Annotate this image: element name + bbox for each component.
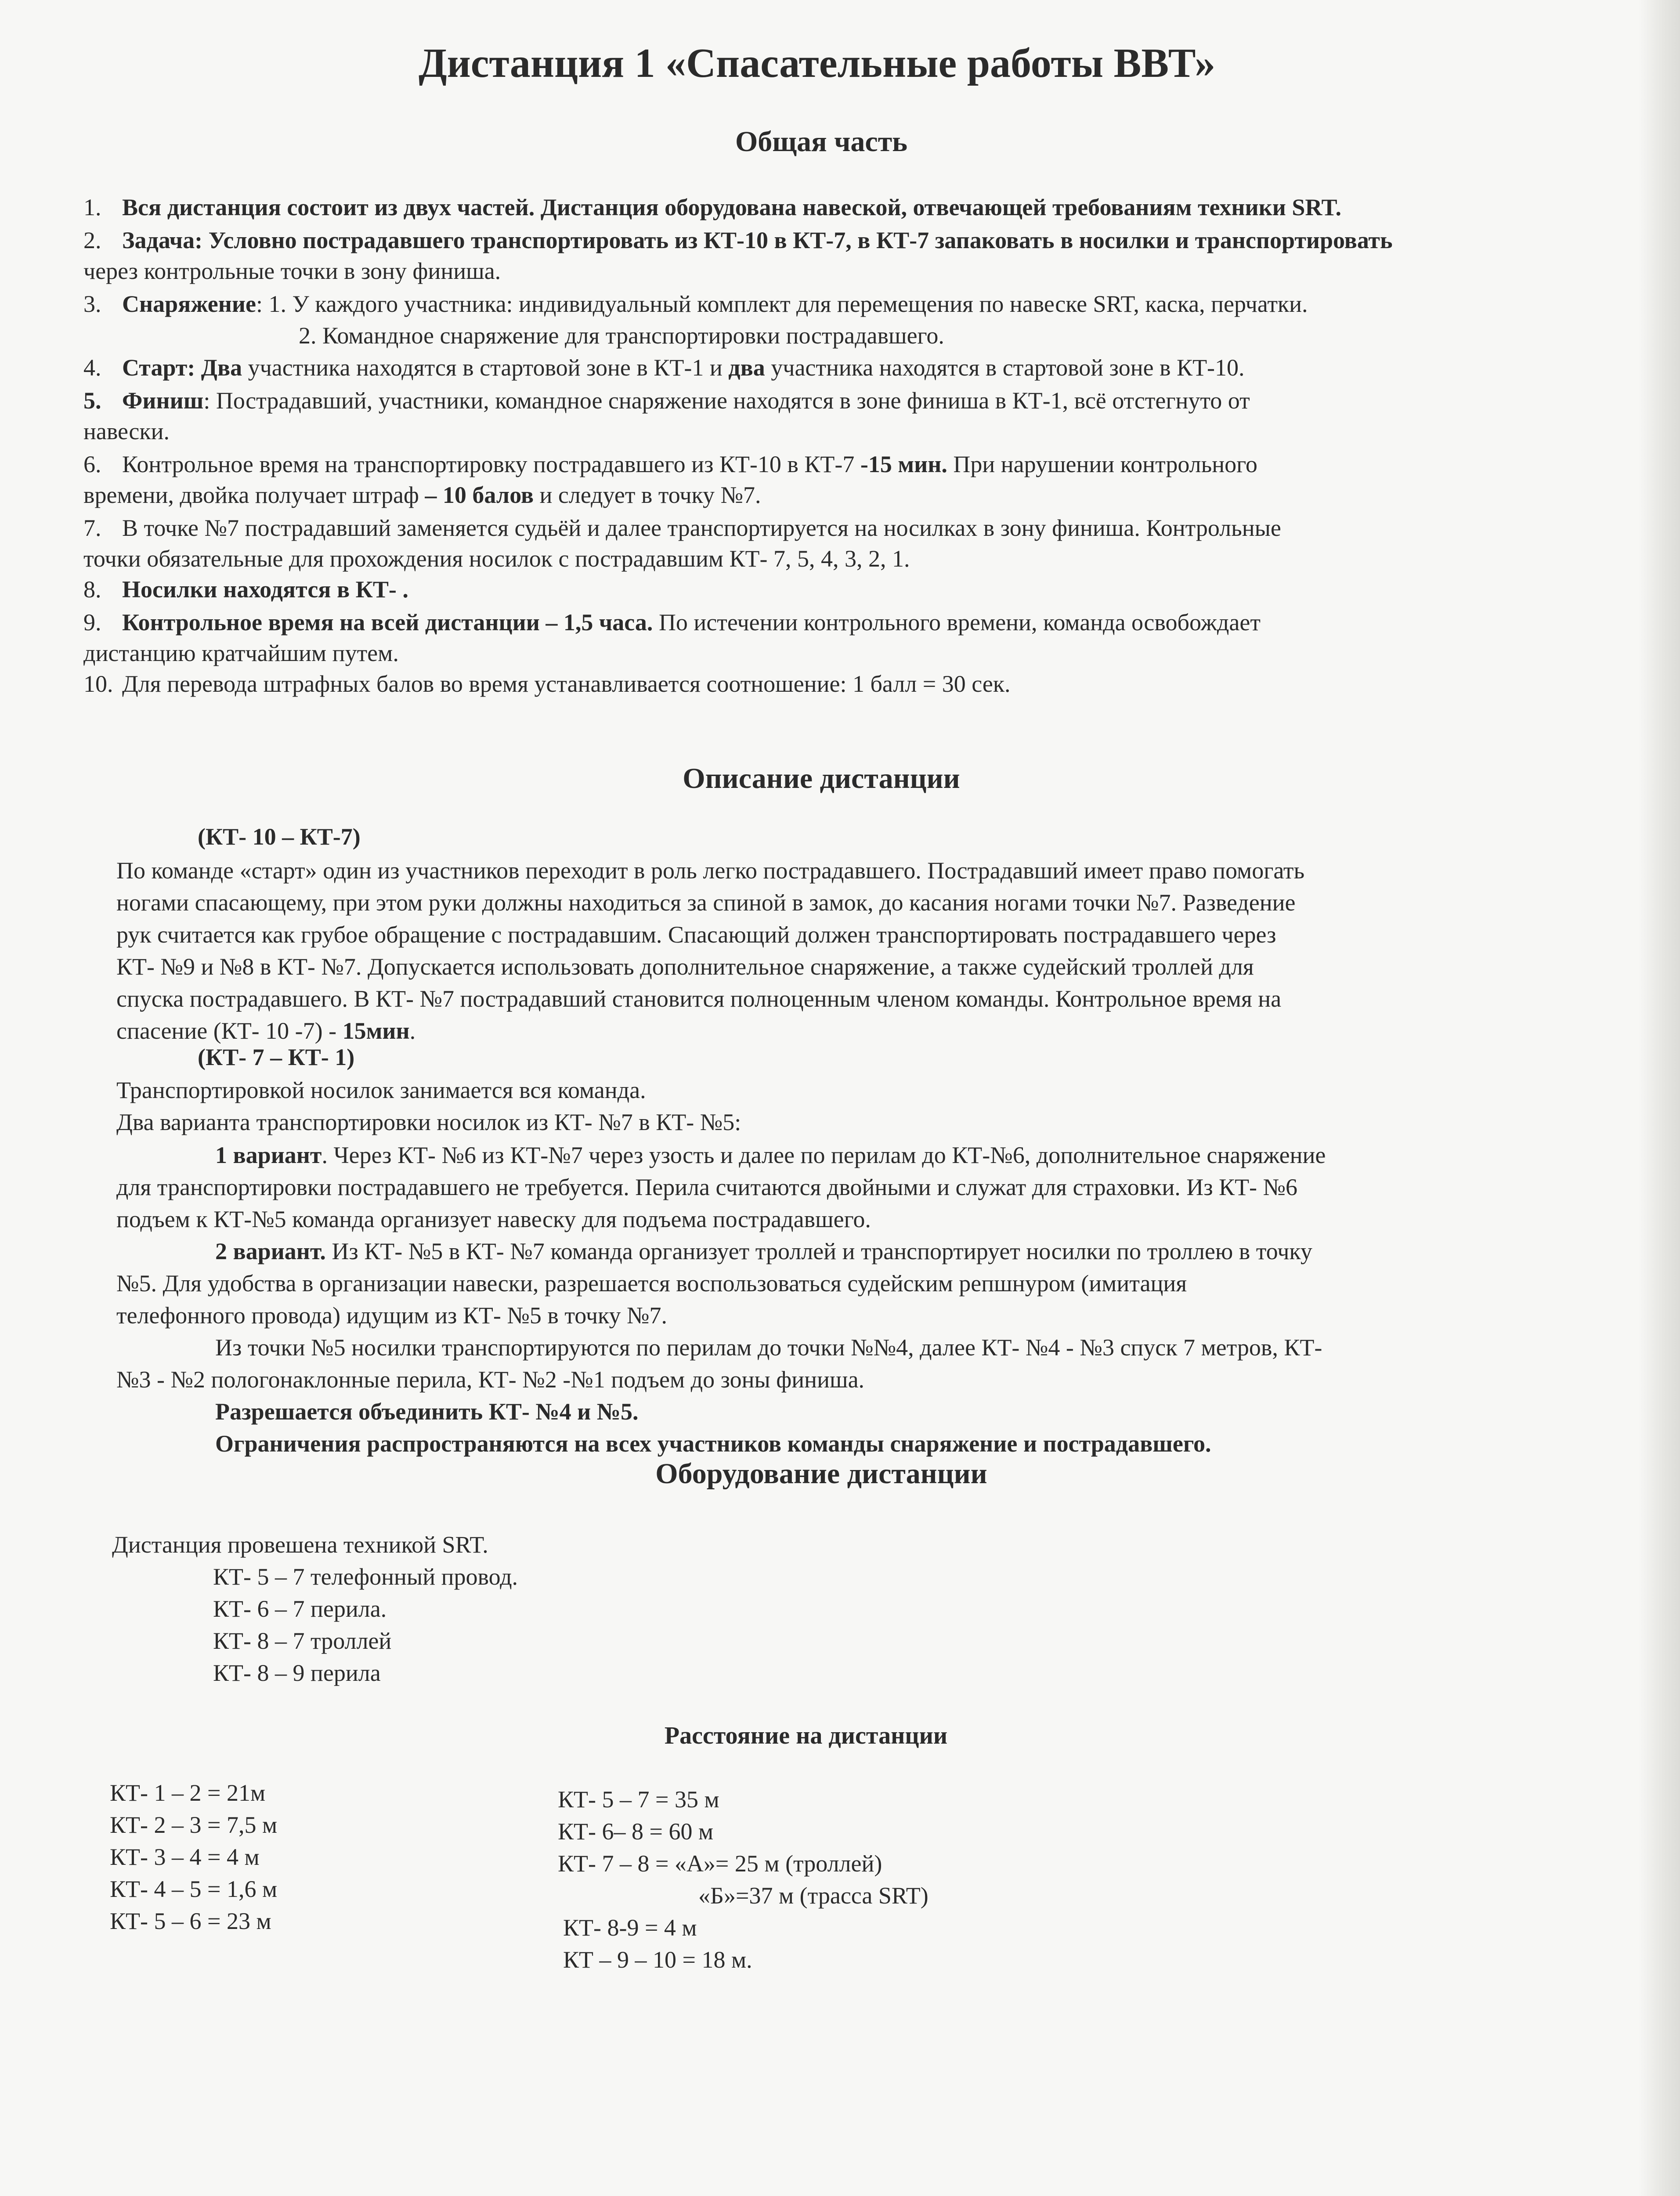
general-item-3-line2: 2. Командное снаряжение для транспортировки пострадавшего. (299, 322, 944, 349)
description-p1-line-3: рук считается как грубое обращение с пострадавшим. Спасающий должен транспортировать пострадавшего через (116, 921, 1276, 948)
equipment-item: КТ- 8 – 7 троллей (213, 1628, 392, 1654)
general-item-9: 9. Контрольное время на всей дистанции – 1,5 часа. По истечении контрольного времени, команда освобождает (83, 609, 1261, 636)
distance-left-item: КТ- 1 – 2 = 21м (110, 1780, 266, 1806)
general-item-3: 3. Снаряжение: 1. У каждого участника: индивидуальный комплект для перемещения по навеске SRT, каска, перчатки. (83, 291, 1308, 317)
limit-note: Ограничения распространяются на всех участников команды снаряжение и пострадавшего. (215, 1430, 1211, 1457)
distance-left-item: КТ- 4 – 5 = 1,6 м (110, 1876, 278, 1902)
variant-2-line-1: 2 вариант. Из КТ- №5 в КТ- №7 команда организует троллей и транспортирует носилки по троллею в точку (215, 1238, 1312, 1264)
general-item-7: 7. В точке №7 пострадавший заменяется судьёй и далее транспортируется на носилках в зону финиша. Контрольные (83, 515, 1281, 541)
description-p1-line-1: По команде «старт» один из участников переходит в роль легко пострадавшего. Пострадавший имеет право помогать (116, 857, 1305, 884)
general-item-1: 1. Вся дистанция состоит из двух частей. Дистанция оборудована навеской, отвечающей требованиям техники SRT. (83, 194, 1342, 220)
document-title: Дистанция 1 «Спасательные работы ВВТ» (418, 40, 1216, 86)
section-kt7-kt1: (КТ- 7 – КТ- 1) (198, 1044, 355, 1070)
final-route-line-2: №3 - №2 пологонаклонные перила, КТ- №2 -№1 подъем до зоны финиша. (116, 1366, 865, 1393)
general-item-6: 6. Контрольное время на транспортировку пострадавшего из КТ-10 в КТ-7 -15 мин. При нарушении контрольного (83, 451, 1257, 477)
general-item-5: 5. Финиш: Пострадавший, участники, командное снаряжение находятся в зоне финиша в КТ-1, всё отстегнуто от (83, 387, 1250, 414)
description-p1-line-5: спуска пострадавшего. В КТ- №7 пострадавший становится полноценным членом команды. Контрольное время на (116, 986, 1282, 1012)
distance-right-item: КТ- 6– 8 = 60 м (558, 1818, 714, 1845)
distance-right-item: КТ- 8-9 = 4 м (563, 1914, 697, 1941)
variant-1-line-3: подъем к КТ-№5 команда организует навеску для подъема пострадавшего. (116, 1206, 871, 1232)
general-item-7-cont: точки обязательные для прохождения носилок с пострадавшим КТ- 7, 5, 4, 3, 2, 1. (83, 545, 910, 572)
equipment-item: КТ- 5 – 7 телефонный провод. (213, 1564, 518, 1590)
allow-note: Разрешается объединить КТ- №4 и №5. (215, 1398, 639, 1425)
distance-right-item: «Б»=37 м (трасса SRT) (698, 1882, 929, 1909)
equipment-heading: Оборудование дистанции (655, 1458, 987, 1490)
page-edge-shadow (1638, 0, 1680, 2196)
distances-heading: Расстояние на дистанции (664, 1722, 948, 1749)
general-item-2: 2. Задача: Условно пострадавшего транспортировать из КТ-10 в КТ-7, в КТ-7 запаковать в носилки и транспортировать (83, 227, 1393, 253)
general-item-2-cont: через контрольные точки в зону финиша. (83, 258, 501, 284)
general-item-4: 4. Старт: Два участника находятся в стартовой зоне в КТ-1 и два участника находятся в стартовой зоне в КТ-10. (83, 354, 1245, 381)
distance-right-item: КТ- 5 – 7 = 35 м (558, 1786, 719, 1813)
variant-2-line-2: №5. Для удобства в организации навески, разрешается воспользоваться судейским репшнуром (имитация (116, 1270, 1187, 1297)
general-item-8: 8. Носилки находятся в КТ- . (83, 576, 408, 603)
description-p1-line-6: спасение (КТ- 10 -7) - 15мин. (116, 1018, 416, 1044)
general-heading: Общая часть (735, 126, 908, 158)
variant-2-line-3: телефонного провода) идущим из КТ- №5 в точку №7. (116, 1302, 668, 1329)
description-line-team: Транспортировкой носилок занимается вся команда. (116, 1077, 646, 1103)
description-p1-line-2: ногами спасающему, при этом руки должны находиться за спиной в замок, до касания ногами точки №7. Разведение (116, 889, 1296, 916)
final-route-line-1: Из точки №5 носилки транспортируются по перилам до точки №№4, далее КТ- №4 - №3 спуск 7 метров, КТ- (215, 1334, 1322, 1361)
description-line-variants: Два варианта транспортировки носилок из КТ- №7 в КТ- №5: (116, 1109, 741, 1135)
distance-left-item: КТ- 2 – 3 = 7,5 м (110, 1812, 278, 1838)
variant-1-line-1: 1 вариант. Через КТ- №6 из КТ-№7 через узость и далее по перилам до КТ-№6, дополнительное снаряжение (215, 1142, 1326, 1168)
general-item-5-cont: навески. (83, 418, 170, 444)
distance-right-item: КТ – 9 – 10 = 18 м. (563, 1947, 752, 1973)
distance-left-item: КТ- 3 – 4 = 4 м (110, 1844, 260, 1870)
general-item-6-cont: времени, двойка получает штраф – 10 балов и следует в точку №7. (83, 482, 761, 508)
equipment-item: КТ- 6 – 7 перила. (213, 1596, 387, 1622)
equipment-item: КТ- 8 – 9 перила (213, 1660, 381, 1686)
general-item-9-cont: дистанцию кратчайшим путем. (83, 640, 399, 666)
description-p1-line-4: КТ- №9 и №8 в КТ- №7. Допускается использовать дополнительное снаряжение, а также судейский троллей для (116, 954, 1254, 980)
description-heading: Описание дистанции (683, 762, 960, 795)
general-item-10: 10. Для перевода штрафных балов во время устанавливается соотношение: 1 балл = 30 сек. (83, 671, 1011, 697)
section-kt10-kt7: (КТ- 10 – КТ-7) (198, 824, 361, 850)
variant-1-line-2: для транспортировки пострадавшего не требуется. Перила считаются двойными и служат для страховки. Из КТ- №6 (116, 1174, 1298, 1200)
distance-left-item: КТ- 5 – 6 = 23 м (110, 1908, 271, 1934)
equipment-intro: Дистанция провешена техникой SRT. (112, 1531, 488, 1558)
distance-right-item: КТ- 7 – 8 = «А»= 25 м (троллей) (558, 1850, 882, 1877)
